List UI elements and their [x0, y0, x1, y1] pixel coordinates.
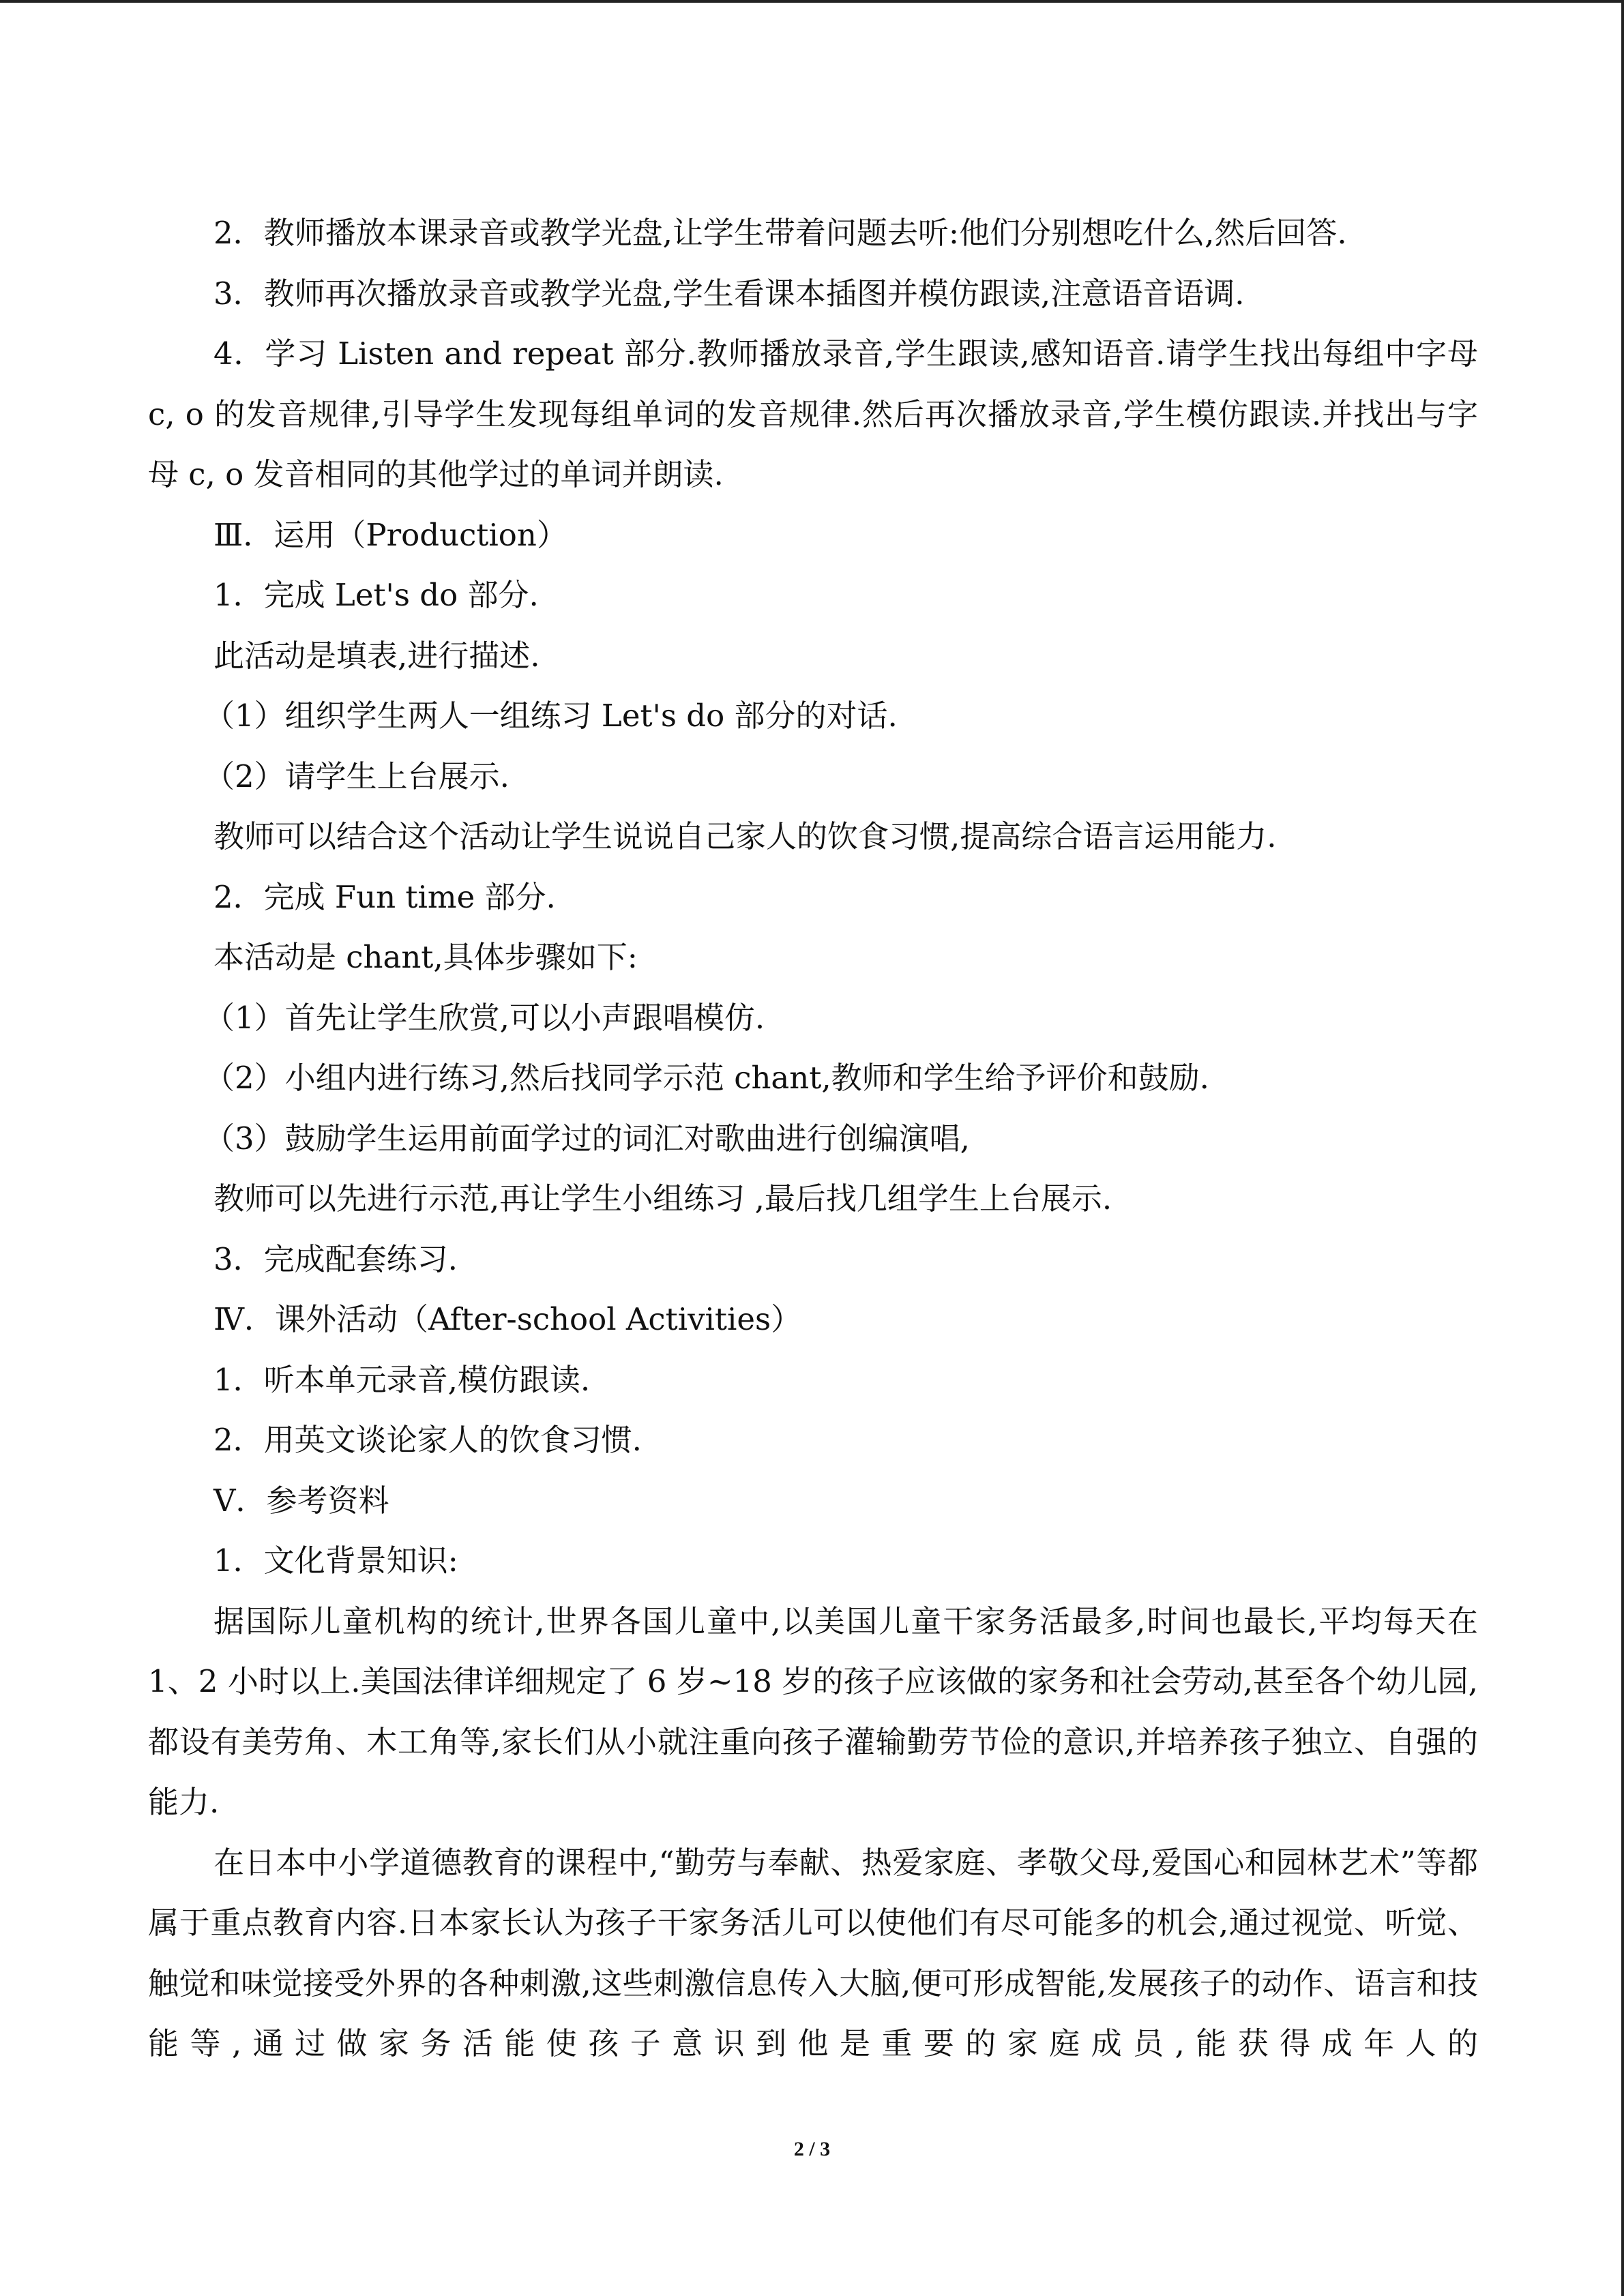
- list-item: （1）组织学生两人一组练习 Let's do 部分的对话.: [204, 698, 898, 734]
- paragraph: 教师可以结合这个活动让学生说说自己家人的饮食习惯,提高综合语言运用能力.: [213, 818, 1277, 854]
- list-item: （2）请学生上台展示.: [204, 758, 510, 794]
- paragraph: 教师可以先进行示范,再让学生小组练习 ,最后找几组学生上台展示.: [213, 1180, 1112, 1217]
- paragraph: 3．完成配套练习.: [213, 1240, 458, 1277]
- paragraph: 本活动是 chant,具体步骤如下:: [213, 939, 638, 975]
- page-number: 2 / 3: [793, 2138, 831, 2160]
- paragraph: 据国际儿童机构的统计,世界各国儿童中,以美国儿童干家务活最多,时间也最长,平均每天在 1、2 小时以上.美国法律详细规定了 6 岁~18 岁的孩子应该做的家务和社会劳动,甚至各个幼儿园,都设有美劳角、木工角等,家长们从小就注重向孩子灌输勤劳节俭的意识,并培养孩子独立、自强的能力.: [148, 1602, 1478, 1820]
- list-item: （1）首先让学生欣赏,可以小声跟唱模仿.: [204, 999, 765, 1036]
- paragraph: 2．用英文谈论家人的饮食习惯.: [213, 1422, 642, 1458]
- paragraph: 4．学习 Listen and repeat 部分.教师播放录音,学生跟读,感知语音.请学生找出每组中字母 c, o 的发音规律,引导学生发现每组单词的发音规律.然后再次播放录音,学生模仿跟读.并找出与字母 c, o 发音相同的其他学过的单词并朗读.: [148, 336, 1478, 492]
- page-right-border: [1621, 0, 1624, 2296]
- list-item: （3）鼓励学生运用前面学过的词汇对歌曲进行创编演唱,: [204, 1120, 970, 1157]
- paragraph: 此活动是填表,进行描述.: [213, 637, 540, 674]
- section-heading: Ⅳ．课外活动（After-school Activities）: [213, 1301, 802, 1337]
- paragraph: 在日本中小学道德教育的课程中,“勤劳与奉献、热爱家庭、孝敬父母,爱国心和园林艺术”等都属于重点教育内容.日本家长认为孩子干家务活儿可以使他们有尽可能多的机会,通过视觉、听觉、触觉和味觉接受外界的各种刺激,这些刺激信息传入大脑,便可形成智能,发展孩子的动作、语言和技能等,通过做家务活能使孩子意识到他是重要的家庭成员,能获得成年人的: [148, 1844, 1478, 2061]
- paragraph: 1．文化背景知识:: [213, 1542, 458, 1579]
- list-item: （2）小组内进行练习,然后找同学示范 chant,教师和学生给予评价和鼓励.: [204, 1060, 1209, 1096]
- page-top-border: [0, 0, 1624, 3]
- paragraph: 1．听本单元录音,模仿跟读.: [213, 1361, 591, 1398]
- section-heading: Ⅲ．运用（Production）: [213, 516, 567, 553]
- paragraph: 1．完成 Let's do 部分.: [213, 577, 539, 613]
- paragraph: 3．教师再次播放录音或教学光盘,学生看课本插图并模仿跟读,注意语音语调.: [213, 275, 1245, 312]
- document-body: [148, 203, 1478, 2074]
- section-heading: Ⅴ．参考资料: [213, 1482, 389, 1519]
- paragraph: 2．完成 Fun time 部分.: [213, 878, 556, 915]
- paragraph: 2．教师播放本课录音或教学光盘,让学生带着问题去听:他们分别想吃什么,然后回答.: [213, 215, 1347, 251]
